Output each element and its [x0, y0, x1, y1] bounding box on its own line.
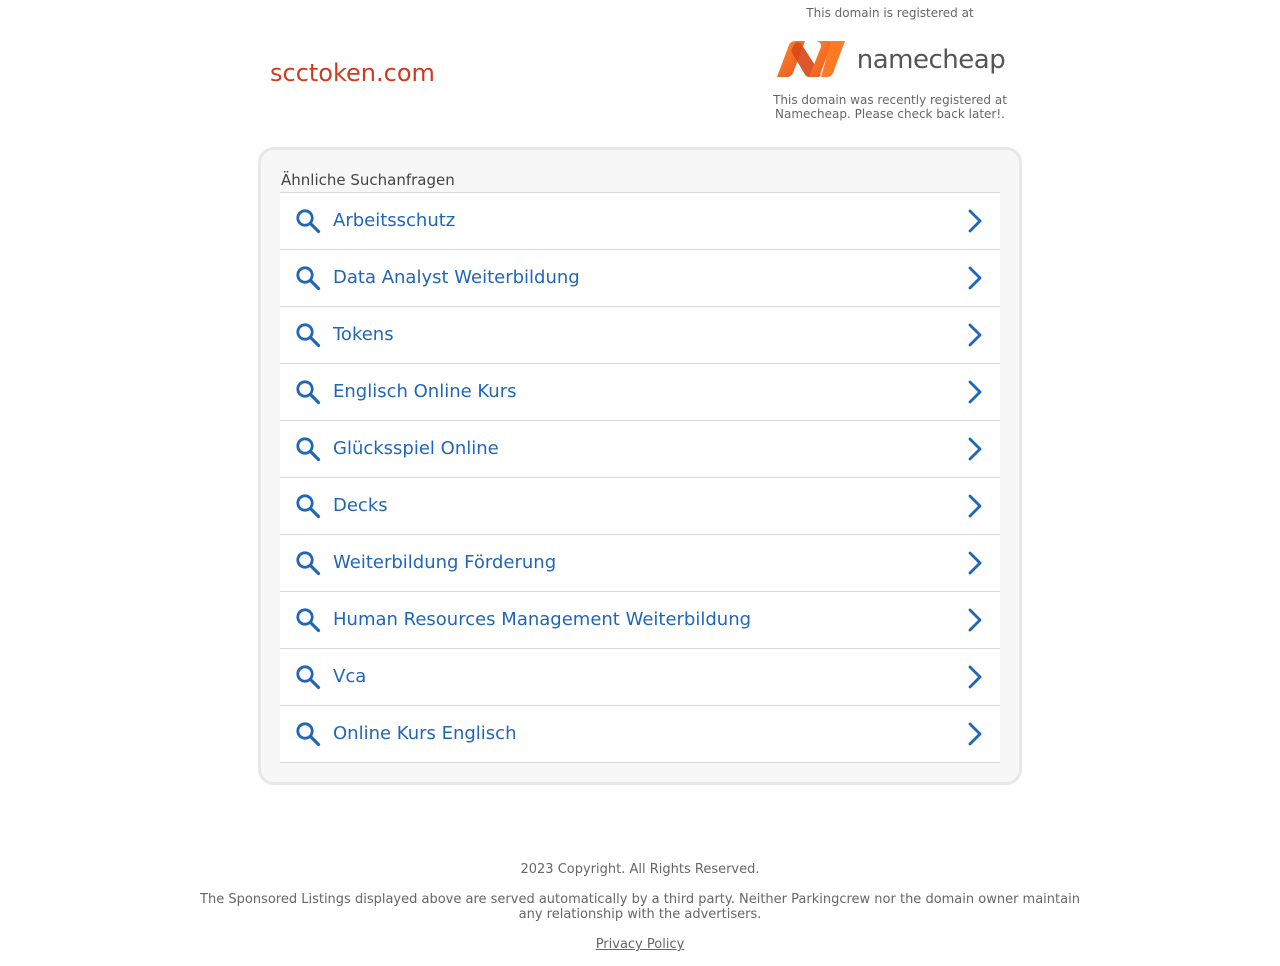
related-searches-title: Ähnliche Suchanfragen: [281, 171, 455, 189]
chevron-right-icon: [968, 209, 982, 233]
chevron-right-icon: [968, 608, 982, 632]
related-search-item[interactable]: [280, 535, 1000, 592]
related-search-label: Englisch Online Kurs: [333, 381, 517, 402]
chevron-right-icon: [968, 266, 982, 290]
related-searches-list: [280, 192, 1000, 763]
registrar-bottom-text: This domain was recently registered at Namecheap. Please check back later!.: [773, 93, 1007, 121]
registrar-top-text: This domain is registered at: [806, 6, 974, 20]
disclaimer-text: The Sponsored Listings displayed above are served automatically by a third party. Neither Parkingcrew nor the domain owner maintain any relationship with the advertisers.: [200, 892, 1080, 922]
related-search-label: Tokens: [333, 324, 394, 345]
footer: [0, 862, 1280, 953]
chevron-right-icon: [968, 323, 982, 347]
related-search-label: Human Resources Management Weiterbildung: [333, 609, 752, 630]
related-search-label: Online Kurs Englisch: [333, 723, 517, 744]
chevron-right-icon: [968, 494, 982, 518]
search-icon: [295, 550, 321, 576]
related-search-item[interactable]: [280, 592, 1000, 649]
chevron-right-icon: [968, 551, 982, 575]
related-search-item[interactable]: [280, 250, 1000, 307]
related-search-item[interactable]: [280, 649, 1000, 706]
search-icon: [295, 322, 321, 348]
related-search-label: Glücksspiel Online: [333, 438, 499, 459]
search-icon: [295, 721, 321, 747]
related-search-label: Vca: [333, 666, 367, 687]
namecheap-logo[interactable]: [760, 27, 1020, 91]
related-search-label: Weiterbildung Förderung: [333, 552, 557, 573]
search-icon: [295, 208, 321, 234]
chevron-right-icon: [968, 437, 982, 461]
related-search-item[interactable]: [280, 478, 1000, 535]
chevron-right-icon: [968, 380, 982, 404]
related-search-item[interactable]: [280, 307, 1000, 364]
related-search-label: Decks: [333, 495, 388, 516]
search-icon: [295, 493, 321, 519]
chevron-right-icon: [968, 722, 982, 746]
related-searches-card: [258, 147, 1022, 785]
search-icon: [295, 436, 321, 462]
namecheap-logo-mark: [775, 39, 849, 79]
search-icon: [295, 265, 321, 291]
copyright-text: 2023 Copyright. All Rights Reserved.: [520, 862, 760, 877]
related-search-label: Data Analyst Weiterbildung: [333, 267, 580, 288]
related-search-item[interactable]: [280, 364, 1000, 421]
namecheap-logo-text: namecheap: [856, 45, 1006, 75]
search-icon: [295, 664, 321, 690]
related-search-item[interactable]: [280, 706, 1000, 763]
related-search-item[interactable]: [280, 193, 1000, 250]
search-icon: [295, 607, 321, 633]
related-search-item[interactable]: [280, 421, 1000, 478]
domain-name: scctoken.com: [270, 59, 435, 87]
related-search-label: Arbeitsschutz: [333, 210, 456, 231]
privacy-policy-link[interactable]: Privacy Policy: [595, 937, 685, 952]
chevron-right-icon: [968, 665, 982, 689]
search-icon: [295, 379, 321, 405]
registrar-box: [760, 4, 1020, 121]
